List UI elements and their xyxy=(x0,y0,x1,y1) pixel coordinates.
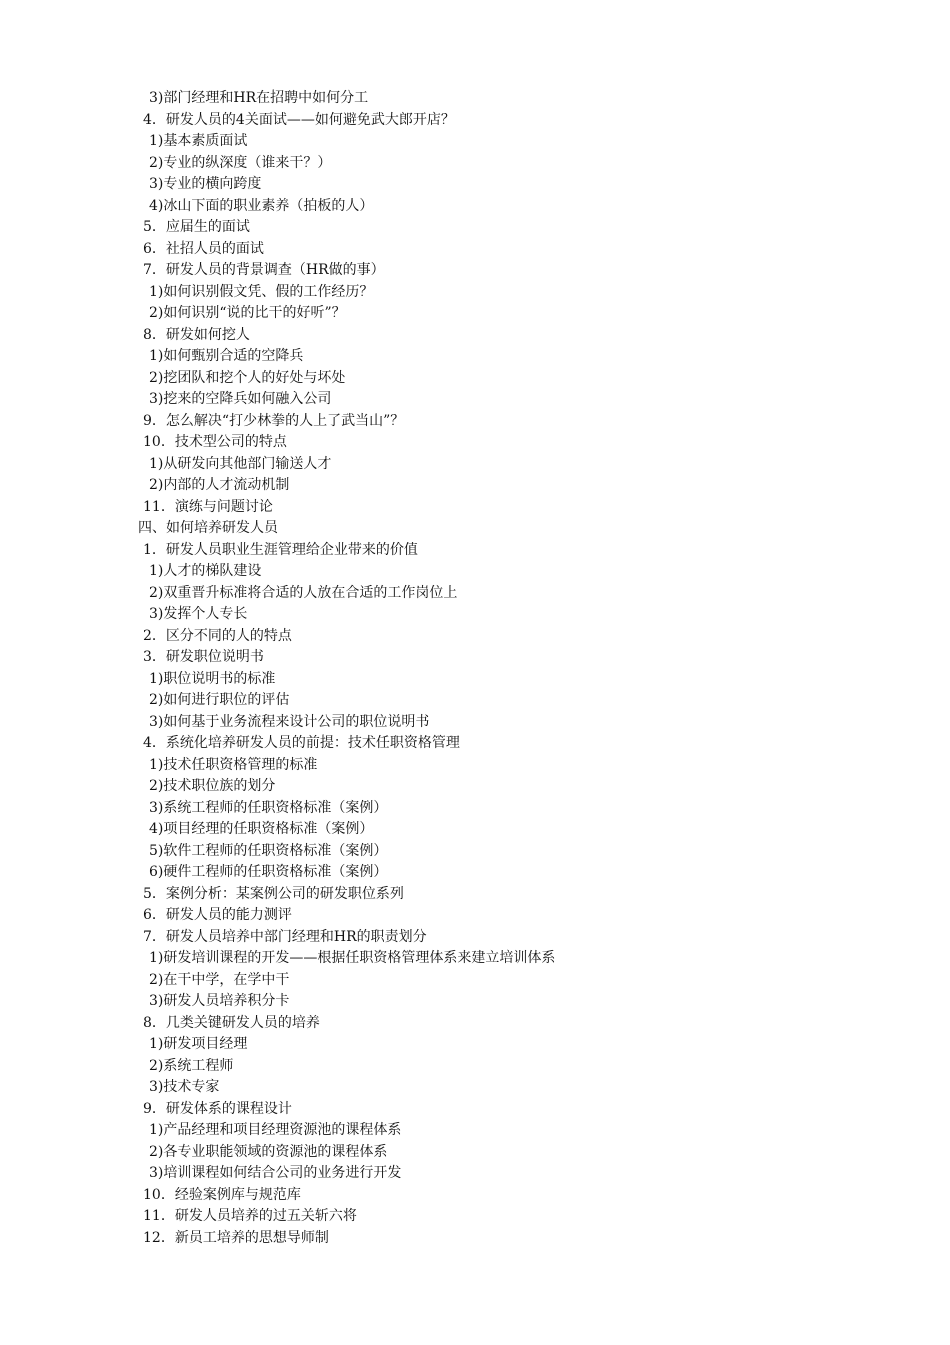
section-heading: 四、如何培养研发人员 xyxy=(138,520,278,536)
outline-item: 9．怎么解决“打少林拳的人上了武当山”？ xyxy=(143,412,405,429)
outline-item: 4．系统化培养研发人员的前提：技术任职资格管理 xyxy=(143,735,460,751)
outline-item: 1．研发人员职业生涯管理给企业带来的价值 xyxy=(143,541,418,558)
outline-item: 12．新员工培养的思想导师制 xyxy=(143,1229,329,1246)
outline-item: 11．研发人员培养的过五关斩六将 xyxy=(143,1208,357,1224)
outline-item: 8．研发如何挖人 xyxy=(143,326,250,343)
outline-item: 7．研发人员培养中部门经理和HR的职责划分 xyxy=(143,928,427,945)
outline-subitem: 1)职位说明书的标准 xyxy=(149,670,276,687)
outline-subitem: 2)如何进行职位的评估 xyxy=(149,692,290,708)
outline-subitem: 2)技术职位族的划分 xyxy=(149,778,276,794)
outline-subitem: 2)专业的纵深度（谁来干？） xyxy=(149,154,332,171)
outline-subitem: 1)人才的梯队建设 xyxy=(149,563,262,579)
outline-subitem: 1)技术任职资格管理的标准 xyxy=(149,756,318,773)
outline-item: 5．案例分析：某案例公司的研发职位系列 xyxy=(143,885,404,902)
outline-subitem: 1)研发项目经理 xyxy=(149,1036,248,1052)
outline-subitem: 3)如何基于业务流程来设计公司的职位说明书 xyxy=(149,713,430,730)
outline-subitem: 2)在干中学，在学中干 xyxy=(149,971,290,988)
outline-item: 3．研发职位说明书 xyxy=(143,649,264,665)
outline-subitem: 1)基本素质面试 xyxy=(149,133,248,149)
outline-subitem: 3)挖来的空降兵如何融入公司 xyxy=(149,391,332,407)
outline-item: 8．几类关键研发人员的培养 xyxy=(143,1014,320,1031)
outline-subitem: 3)培训课程如何结合公司的业务进行开发 xyxy=(149,1165,402,1181)
outline-subitem: 1)如何甄别合适的空降兵 xyxy=(149,348,304,364)
outline-subitem: 2)如何识别“说的比干的好听”？ xyxy=(149,305,346,321)
outline-item: 9．研发体系的课程设计 xyxy=(143,1100,292,1117)
outline-item: 6．研发人员的能力测评 xyxy=(143,907,292,923)
outline-item: 6．社招人员的面试 xyxy=(143,240,264,257)
outline-subitem: 1)从研发向其他部门输送人才 xyxy=(149,455,332,472)
outline-subitem: 3)研发人员培养积分卡 xyxy=(149,993,290,1009)
outline-subitem: 3)系统工程师的任职资格标准（案例） xyxy=(149,799,388,816)
outline-subitem: 3)发挥个人专长 xyxy=(149,606,248,622)
outline-subitem: 2)各专业职能领域的资源池的课程体系 xyxy=(149,1143,388,1160)
outline-subitem: 3)技术专家 xyxy=(149,1079,220,1095)
outline-item: 7．研发人员的背景调查（HR做的事） xyxy=(143,262,385,278)
outline-item: 4．研发人员的4关面试——如何避免武大郎开店？ xyxy=(143,111,455,128)
outline-subitem: 3)部门经理和HR在招聘中如何分工 xyxy=(149,90,369,106)
outline-item: 10．经验案例库与规范库 xyxy=(143,1186,301,1203)
outline-subitem: 3)专业的横向跨度 xyxy=(149,176,262,192)
outline-item: 10．技术型公司的特点 xyxy=(143,434,287,450)
outline-subitem: 5)软件工程师的任职资格标准（案例） xyxy=(149,842,388,859)
outline-subitem: 1)研发培训课程的开发——根据任职资格管理体系来建立培训体系 xyxy=(149,950,556,966)
outline-subitem: 6)硬件工程师的任职资格标准（案例） xyxy=(149,864,388,880)
outline-subitem: 1)产品经理和项目经理资源池的课程体系 xyxy=(149,1122,402,1138)
outline-subitem: 4)冰山下面的职业素养（拍板的人） xyxy=(149,197,374,214)
outline-subitem: 2)系统工程师 xyxy=(149,1057,234,1074)
document-page xyxy=(0,88,950,1249)
outline-subitem: 2)双重晋升标准将合适的人放在合适的工作岗位上 xyxy=(149,584,458,601)
outline-subitem: 2)挖团队和挖个人的好处与坏处 xyxy=(149,369,346,386)
outline-item: 2．区分不同的人的特点 xyxy=(143,627,292,644)
outline-subitem: 1)如何识别假文凭、假的工作经历？ xyxy=(149,283,374,300)
outline-item: 5．应届生的面试 xyxy=(143,219,250,235)
outline-subitem: 4)项目经理的任职资格标准（案例） xyxy=(149,821,374,837)
outline-item: 11．演练与问题讨论 xyxy=(143,498,273,515)
outline-subitem: 2)内部的人才流动机制 xyxy=(149,477,290,493)
